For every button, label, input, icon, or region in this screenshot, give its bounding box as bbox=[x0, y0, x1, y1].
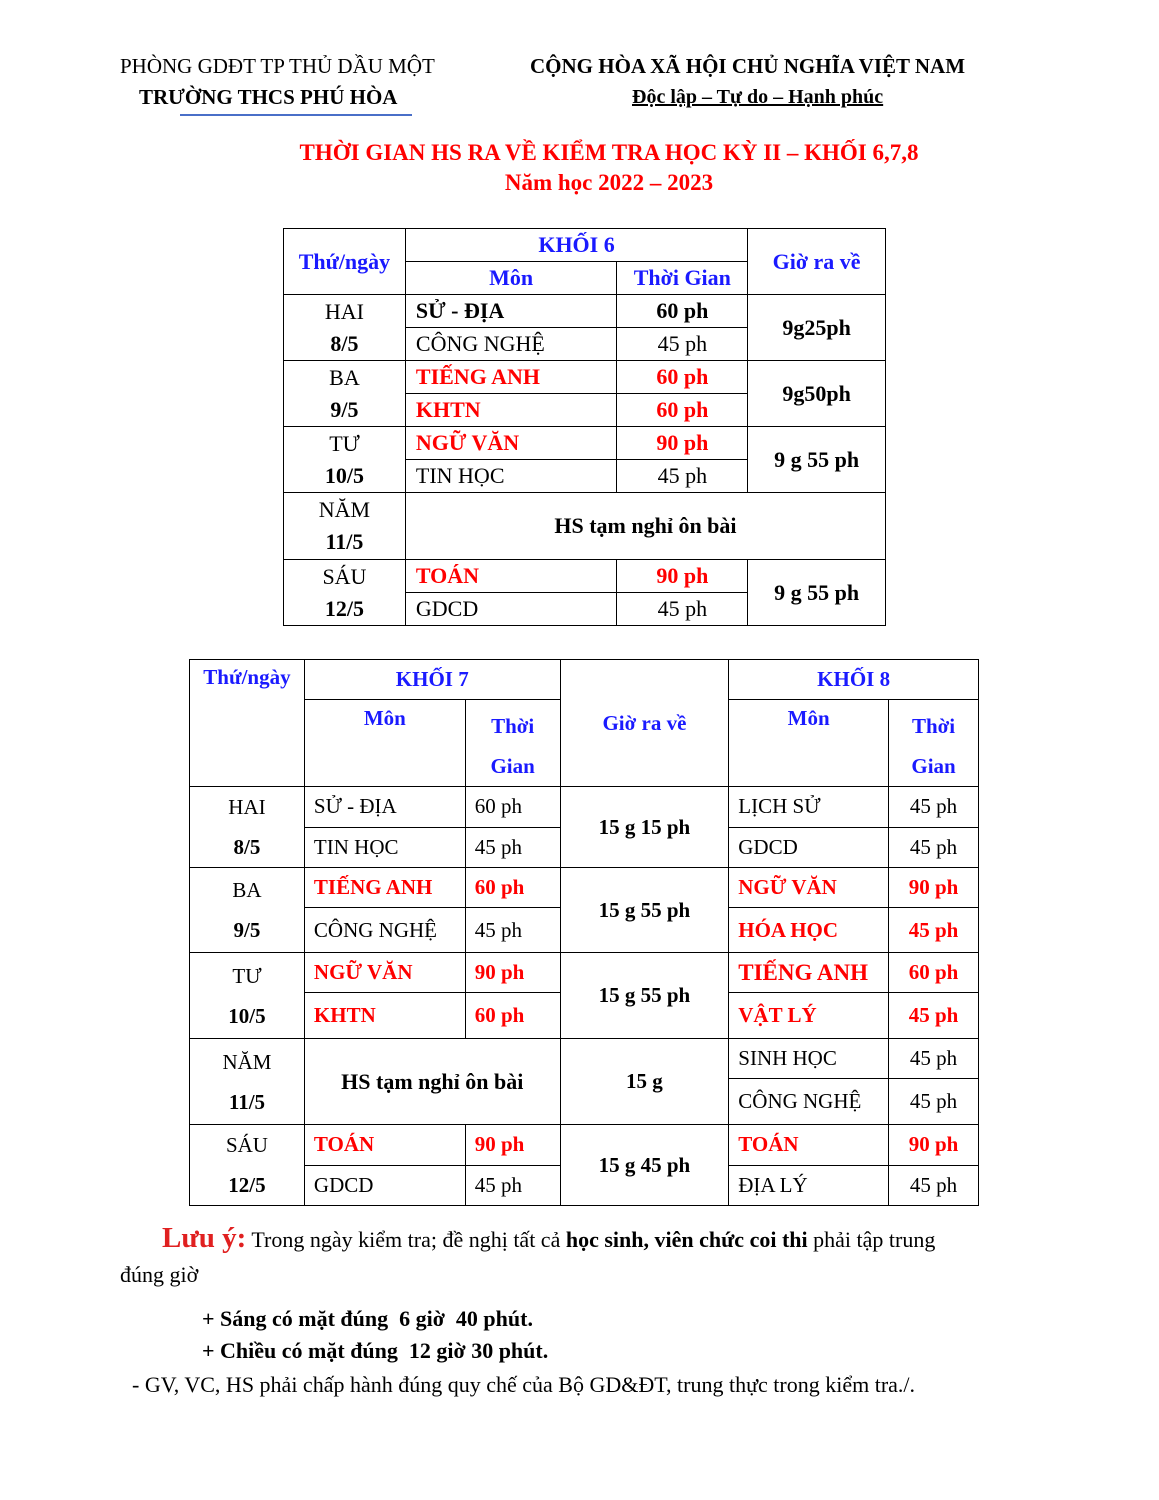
school-year: Năm học 2022 – 2023 bbox=[504, 170, 714, 195]
out-time-cell: 9 g 55 ph bbox=[748, 427, 886, 493]
school-underline bbox=[180, 114, 412, 116]
subject-cell: GDCD bbox=[405, 593, 617, 626]
k7-time-cell: 60 ph bbox=[465, 787, 560, 828]
day-cell bbox=[284, 427, 406, 493]
day-cell bbox=[190, 1125, 305, 1206]
motto: Độc lập – Tự do – Hạnh phúc bbox=[632, 86, 884, 108]
k8-subject-cell: ĐỊA LÝ bbox=[729, 1165, 889, 1206]
k8-time-cell: 45 ph bbox=[889, 1079, 979, 1125]
k7-subject-cell: KHTN bbox=[304, 993, 465, 1039]
col-time-header: Thời Gian bbox=[617, 262, 748, 295]
day-cell bbox=[284, 295, 406, 361]
time-cell: 45 ph bbox=[617, 328, 748, 361]
day-date: 10/5 bbox=[324, 462, 364, 488]
time-cell: 45 ph bbox=[617, 593, 748, 626]
day-date: 12/5 bbox=[228, 1173, 266, 1197]
k7-subject-cell: TIN HỌC bbox=[304, 827, 465, 868]
k7-time-cell: 90 ph bbox=[465, 1125, 560, 1166]
out-time-cell: 15 g 15 ph bbox=[560, 787, 729, 868]
k7-rest-cell: HS tạm nghỉ ôn bài bbox=[304, 1039, 560, 1125]
day-date: 11/5 bbox=[228, 1089, 266, 1114]
day-date: 12/5 bbox=[324, 595, 364, 621]
k7-subject-cell: TOÁN bbox=[304, 1125, 465, 1166]
khoi7-header: KHỐI 7 bbox=[304, 660, 560, 700]
note-label: Lưu ý: bbox=[162, 1222, 247, 1254]
subject-cell: TIẾNG ANH bbox=[405, 361, 617, 394]
republic-name: CỘNG HÒA XÃ HỘI CHỦ NGHĨA VIỆT NAM bbox=[530, 54, 966, 78]
day-cell bbox=[190, 953, 305, 1039]
time-cell: 45 ph bbox=[617, 460, 748, 493]
day-cell bbox=[190, 787, 305, 868]
note-line bbox=[162, 1222, 935, 1255]
out-time-cell: 9g50ph bbox=[748, 361, 886, 427]
day-date: 9/5 bbox=[330, 396, 359, 422]
time-cell: 60 ph bbox=[617, 394, 748, 427]
note-text-a: Trong ngày kiểm tra; đề nghị tất cả bbox=[246, 1227, 566, 1252]
day-date: 9/5 bbox=[233, 918, 261, 942]
day-name: BA bbox=[329, 364, 360, 390]
khoi6-header: KHỐI 6 bbox=[405, 229, 747, 262]
time-cell: 90 ph bbox=[617, 560, 748, 593]
k8-time-cell: 45 ph bbox=[889, 908, 979, 953]
subject-cell: TIN HỌC bbox=[405, 460, 617, 493]
out-time-cell: 15 g 45 ph bbox=[560, 1125, 729, 1206]
k7-time-cell: 45 ph bbox=[465, 1165, 560, 1206]
k8-subject-cell: VẬT LÝ bbox=[729, 993, 889, 1039]
k7-subject-cell: NGỮ VĂN bbox=[304, 953, 465, 993]
time-header-line2: Gian bbox=[911, 754, 956, 778]
khoi6-table bbox=[283, 228, 886, 626]
rest-cell: HS tạm nghỉ ôn bài bbox=[405, 493, 885, 560]
k7-time-header bbox=[465, 700, 560, 787]
k8-time-cell: 45 ph bbox=[889, 993, 979, 1039]
time-header-line1: Thời bbox=[491, 714, 535, 738]
day-name: SÁU bbox=[225, 1133, 268, 1157]
day-date: 11/5 bbox=[325, 529, 364, 554]
k8-time-cell: 90 ph bbox=[889, 1125, 979, 1166]
k8-subject-cell: TOÁN bbox=[729, 1125, 889, 1166]
day-name: TƯ bbox=[329, 430, 360, 456]
day-name: BA bbox=[232, 878, 262, 902]
note-afternoon: + Chiều có mặt đúng 12 giờ 30 phút. bbox=[202, 1338, 549, 1363]
note-morning: + Sáng có mặt đúng 6 giờ 40 phút. bbox=[202, 1306, 533, 1331]
subject-cell: SỬ - ĐỊA bbox=[405, 295, 617, 328]
subject-cell: NGỮ VĂN bbox=[405, 427, 617, 460]
day-name: NĂM bbox=[222, 1049, 272, 1074]
day-date: 8/5 bbox=[330, 330, 359, 356]
k8-subject-cell: HÓA HỌC bbox=[729, 908, 889, 953]
col-out-header: Giờ ra về bbox=[748, 229, 886, 295]
out-time-cell: 9 g 55 ph bbox=[748, 560, 886, 626]
k8-subject-header: Môn bbox=[729, 700, 889, 787]
dept-name: PHÒNG GDĐT TP THỦ DẦU MỘT bbox=[120, 54, 435, 78]
k8-time-cell: 45 ph bbox=[889, 787, 979, 828]
out-time-cell: 15 g 55 ph bbox=[560, 868, 729, 953]
subject-cell: CÔNG NGHỆ bbox=[405, 328, 617, 361]
subject-cell: TOÁN bbox=[405, 560, 617, 593]
k7-subject-cell: CÔNG NGHỆ bbox=[304, 908, 465, 953]
school-name: TRƯỜNG THCS PHÚ HÒA bbox=[139, 85, 398, 109]
k8-time-header bbox=[889, 700, 979, 787]
out-time-cell: 15 g bbox=[560, 1039, 729, 1125]
time-header-line2: Gian bbox=[490, 754, 535, 778]
note-text-b: phải tập trung bbox=[807, 1227, 936, 1252]
k8-subject-cell: GDCD bbox=[729, 827, 889, 868]
day-cell bbox=[190, 868, 305, 953]
time-cell: 60 ph bbox=[617, 361, 748, 394]
col-day-header: Thứ/ngày bbox=[284, 229, 406, 295]
day-cell bbox=[190, 1039, 305, 1125]
k8-subject-cell: NGỮ VĂN bbox=[729, 868, 889, 908]
k8-time-cell: 45 ph bbox=[889, 1165, 979, 1206]
k7-time-cell: 60 ph bbox=[465, 868, 560, 908]
k7-time-cell: 90 ph bbox=[465, 953, 560, 993]
col-subject-header: Môn bbox=[405, 262, 617, 295]
time-header-line1: Thời bbox=[911, 714, 956, 738]
note-rule: - GV, VC, HS phải chấp hành đúng quy chế của Bộ GD&ĐT, trung thực trong kiểm tra./. bbox=[132, 1372, 916, 1397]
subject-cell: KHTN bbox=[405, 394, 617, 427]
k7-time-cell: 60 ph bbox=[465, 993, 560, 1039]
day-name: TƯ bbox=[232, 963, 262, 988]
day-date: 8/5 bbox=[233, 835, 261, 859]
k7-subject-cell: SỬ - ĐỊA bbox=[304, 787, 465, 828]
k8-time-cell: 45 ph bbox=[889, 1039, 979, 1079]
day-cell bbox=[284, 361, 406, 427]
col-day-header: Thứ/ngày bbox=[190, 660, 305, 787]
k8-subject-cell: TIẾNG ANH bbox=[729, 953, 889, 993]
day-cell bbox=[284, 493, 406, 560]
k8-time-cell: 90 ph bbox=[889, 868, 979, 908]
day-name: NĂM bbox=[318, 497, 371, 522]
k8-time-cell: 45 ph bbox=[889, 827, 979, 868]
note-text-bold: học sinh, viên chức coi thi bbox=[565, 1227, 808, 1252]
k7-time-cell: 45 ph bbox=[465, 908, 560, 953]
doc-title: THỜI GIAN HS RA VỀ KIỂM TRA HỌC KỲ II – KHỐI 6,7,8 bbox=[299, 140, 919, 165]
day-name: HAI bbox=[324, 298, 364, 324]
k8-subject-cell: SINH HỌC bbox=[729, 1039, 889, 1079]
k7-time-cell: 45 ph bbox=[465, 827, 560, 868]
time-cell: 60 ph bbox=[617, 295, 748, 328]
col-out-header: Giờ ra về bbox=[560, 660, 729, 787]
k7-subject-cell: GDCD bbox=[304, 1165, 465, 1206]
time-cell: 90 ph bbox=[617, 427, 748, 460]
khoi8-header: KHỐI 8 bbox=[729, 660, 979, 700]
day-name: HAI bbox=[228, 795, 266, 819]
khoi78-table bbox=[189, 659, 979, 1206]
k8-time-cell: 60 ph bbox=[889, 953, 979, 993]
day-date: 10/5 bbox=[228, 1003, 266, 1028]
day-cell bbox=[284, 560, 406, 626]
out-time-cell: 9g25ph bbox=[748, 295, 886, 361]
k8-subject-cell: LỊCH SỬ bbox=[729, 787, 889, 828]
k7-subject-cell: TIẾNG ANH bbox=[304, 868, 465, 908]
k8-subject-cell: CÔNG NGHỆ bbox=[729, 1079, 889, 1125]
note-text-c: đúng giờ bbox=[120, 1262, 199, 1287]
out-time-cell: 15 g 55 ph bbox=[560, 953, 729, 1039]
day-name: SÁU bbox=[322, 563, 367, 589]
k7-subject-header: Môn bbox=[304, 700, 465, 787]
